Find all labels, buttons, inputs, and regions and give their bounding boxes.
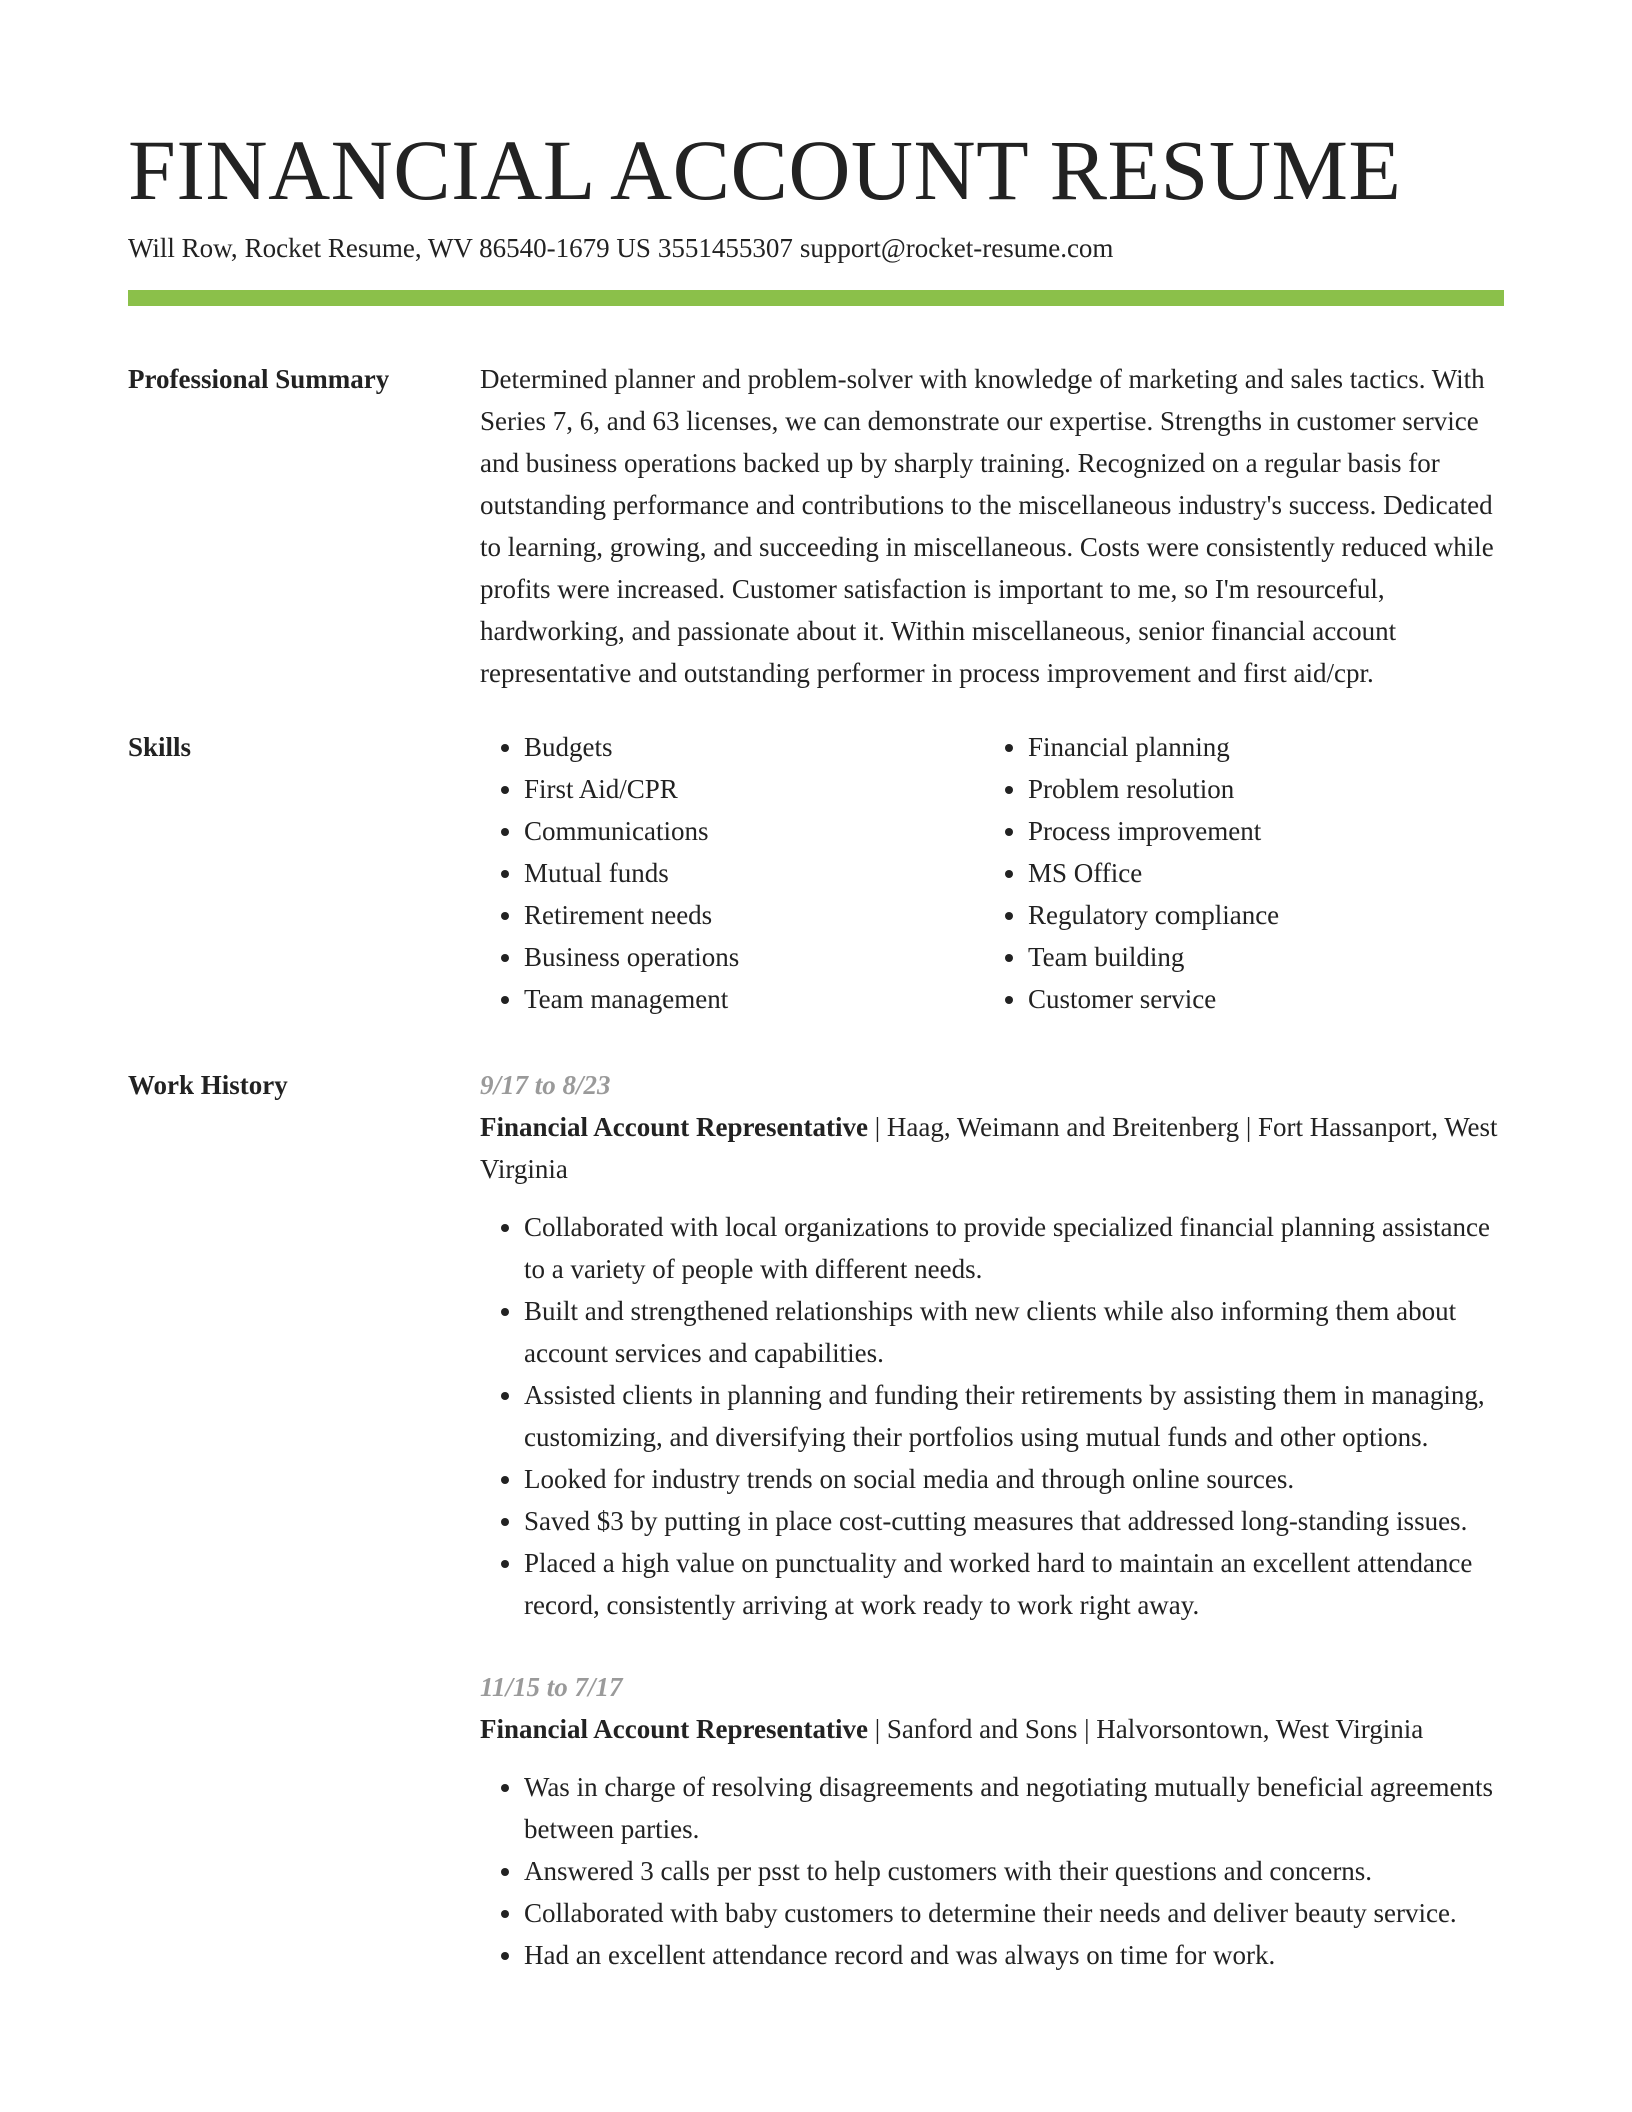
skill-item: • Retirement needs <box>524 894 984 936</box>
resume-title: FINANCIAL ACCOUNT RESUME <box>128 122 1402 218</box>
skill-item: • Budgets <box>524 726 984 768</box>
skill-item: • Mutual funds <box>524 852 984 894</box>
skill-item: • Problem resolution <box>1028 768 1488 810</box>
job-bullet: • Looked for industry trends on social media and through online sources. <box>524 1458 1504 1500</box>
skill-item: • Team building <box>1028 936 1488 978</box>
skill-item: • Communications <box>524 810 984 852</box>
contact-phone: 3551455307 <box>657 233 793 263</box>
job-title: Financial Account Representative <box>480 1112 868 1142</box>
job-bullet: • Answered 3 calls per psst to help customers with their questions and concerns. <box>524 1850 1504 1892</box>
job-bullet: • Placed a high value on punctuality and worked hard to maintain an excellent attendance record, consistently arriving at work ready to work right away. <box>524 1542 1504 1626</box>
skills-list-left <box>480 726 984 1020</box>
job-bullet: • Had an excellent attendance record and was always on time for work. <box>524 1934 1504 1976</box>
job-title: Financial Account Representative <box>480 1714 868 1744</box>
job-bullet: • Saved $3 by putting in place cost-cutting measures that addressed long-standing issues. <box>524 1500 1504 1542</box>
skill-item: • First Aid/CPR <box>524 768 984 810</box>
work-history-label: Work History <box>128 1070 288 1100</box>
job-heading <box>480 1708 1504 1750</box>
job-entry <box>480 1064 1504 1626</box>
contact-location: Rocket Resume, WV 86540-1679 US <box>244 233 651 263</box>
summary-text: Determined planner and problem-solver with knowledge of marketing and sales tactics. With Series 7, 6, and 63 licenses, we can demonstrate our expertise. Strengths in customer service and business operations backed up by sharply training. Recognized on a regular basis for outstanding performance and contributions to the miscellaneous industry's success. Dedicated to learning, growing, and succeeding in miscellaneous. Costs were consistently reduced while profits were increased. Customer satisfaction is important to me, so I'm resourceful, hardworking, and passionate about it. Within miscellaneous, senior financial account representative and outstanding performer in process improvement and first aid/cpr. <box>480 364 1494 688</box>
job-bullets <box>480 1206 1504 1626</box>
summary-section <box>128 358 1504 694</box>
job-employer-location: | Haag, Weimann and Breitenberg | Fort Hassanport, West Virginia <box>480 1112 1498 1184</box>
job-entry <box>480 1666 1504 1976</box>
job-bullet: • Was in charge of resolving disagreements and negotiating mutually beneficial agreements between parties. <box>524 1766 1504 1850</box>
skill-item: • Customer service <box>1028 978 1488 1020</box>
job-bullet: • Assisted clients in planning and funding their retirements by assisting them in managing, customizing, and diversifying their portfolios using mutual funds and other options. <box>524 1374 1504 1458</box>
contact-line <box>128 230 1504 266</box>
skill-item: • Process improvement <box>1028 810 1488 852</box>
job-dates: 9/17 to 8/23 <box>480 1070 611 1100</box>
contact-name: Will Row, <box>128 233 238 263</box>
job-bullets <box>480 1766 1504 1976</box>
header-divider <box>128 290 1504 306</box>
contact-email: support@rocket-resume.com <box>799 233 1114 263</box>
skill-item: • Business operations <box>524 936 984 978</box>
skills-section <box>128 726 1504 1020</box>
skills-label: Skills <box>128 732 192 762</box>
skill-item: • Financial planning <box>1028 726 1488 768</box>
summary-label: Professional Summary <box>128 364 390 394</box>
job-dates: 11/15 to 7/17 <box>480 1672 623 1702</box>
job-bullet: • Collaborated with local organizations to provide specialized financial planning assistance to a variety of people with different needs. <box>524 1206 1504 1290</box>
job-bullet: • Built and strengthened relationships with new clients while also informing them about account services and capabilities. <box>524 1290 1504 1374</box>
job-employer-location: | Sanford and Sons | Halvorsontown, West Virginia <box>867 1714 1424 1744</box>
job-bullet: • Collaborated with baby customers to determine their needs and deliver beauty service. <box>524 1892 1504 1934</box>
resume-page <box>128 122 1504 2016</box>
job-heading <box>480 1106 1504 1190</box>
skill-item: • Team management <box>524 978 984 1020</box>
skill-item: • MS Office <box>1028 852 1488 894</box>
skills-list-right <box>984 726 1488 1020</box>
work-history-section <box>128 1064 1504 2016</box>
skill-item: • Regulatory compliance <box>1028 894 1488 936</box>
